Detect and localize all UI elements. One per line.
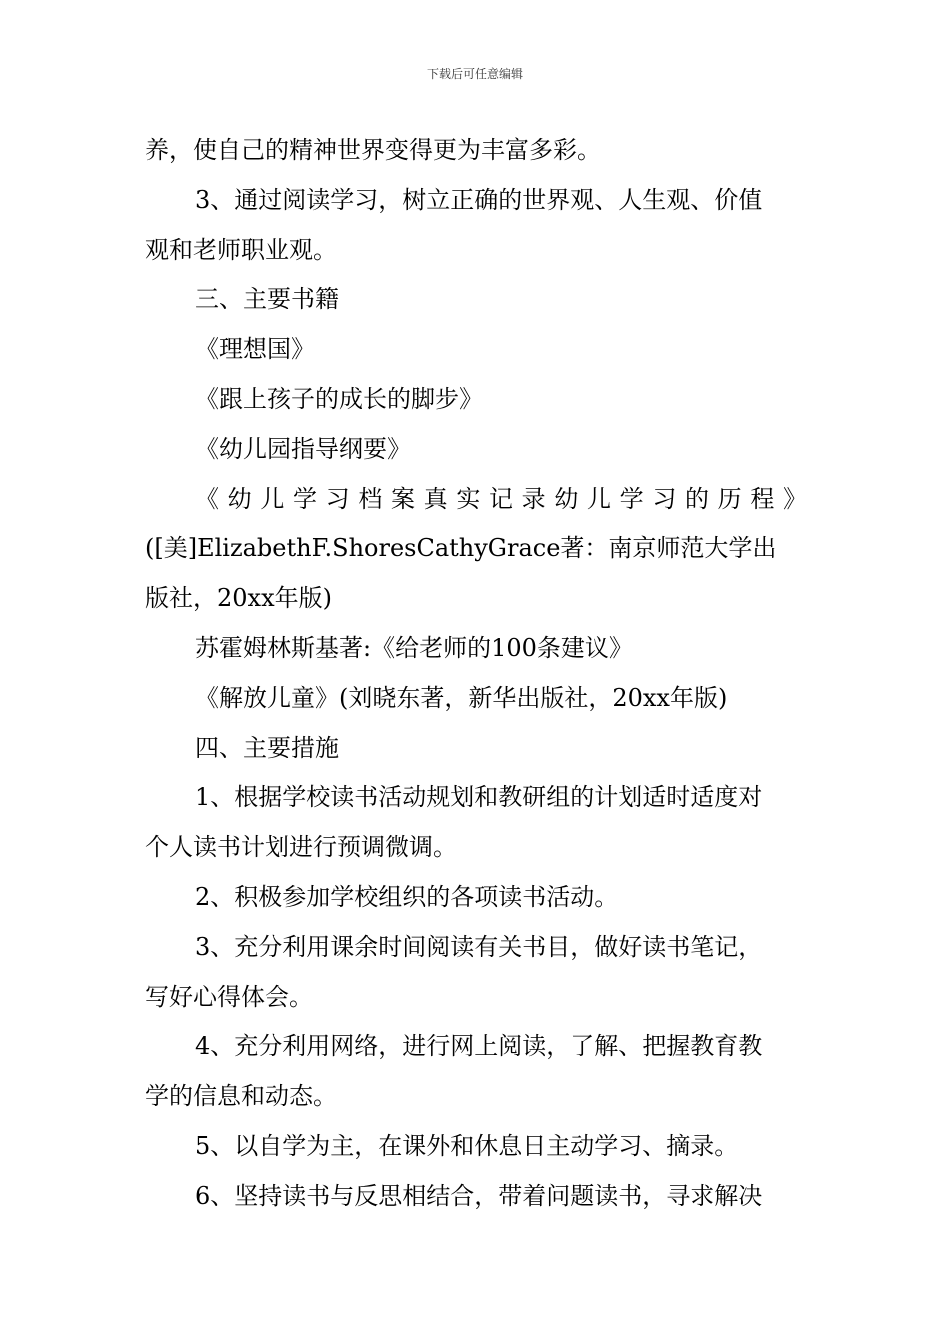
- paragraph-line: 3、充分利用课余时间阅读有关书目，做好读书笔记，: [195, 932, 763, 961]
- book-title: 《解放儿童》(刘晓东著，新华出版社，20xx年版): [195, 683, 728, 712]
- book-title: 《幼儿学习档案真实记录幼儿学习的历程》: [195, 484, 807, 513]
- page-header: 下载后可任意编辑: [426, 67, 523, 81]
- book-title: 《理想国》: [195, 335, 315, 364]
- paragraph-line: 学的信息和动态。: [145, 1082, 337, 1111]
- paragraph-line: 观和老师职业观。: [145, 235, 337, 264]
- paragraph-line: 1、根据学校读书活动规划和教研组的计划适时适度对: [195, 783, 763, 812]
- paragraph-line: 个人读书计划进行预调微调。: [145, 833, 457, 862]
- paragraph-line: 4、充分利用网络，进行网上阅读，了解、把握教育教: [195, 1032, 763, 1061]
- paragraph-line: 版社，20xx年版): [145, 584, 332, 613]
- document-body: [145, 126, 807, 1222]
- paragraph-line: ([美]ElizabethF.ShoresCathyGrace著：南京师范大学出: [145, 534, 777, 563]
- section-heading-books: 三、主要书籍: [195, 285, 339, 314]
- paragraph-line: 养，使自己的精神世界变得更为丰富多彩。: [145, 136, 601, 164]
- book-title: 《跟上孩子的成长的脚步》: [195, 384, 483, 413]
- paragraph-line: 2、积极参加学校组织的各项读书活动。: [195, 882, 619, 911]
- book-title: 苏霍姆林斯基著:《给老师的100条建议》: [195, 633, 633, 662]
- book-title: 《幼儿园指导纲要》: [195, 434, 411, 463]
- paragraph-line: 3、通过阅读学习，树立正确的世界观、人生观、价值: [195, 185, 763, 214]
- paragraph-line: 5、以自学为主，在课外和休息日主动学习、摘录。: [195, 1131, 739, 1160]
- section-heading-measures: 四、主要措施: [195, 733, 339, 762]
- paragraph-line: 写好心得体会。: [145, 982, 313, 1011]
- paragraph-line: 6、坚持读书与反思相结合，带着问题读书，寻求解决: [195, 1181, 763, 1210]
